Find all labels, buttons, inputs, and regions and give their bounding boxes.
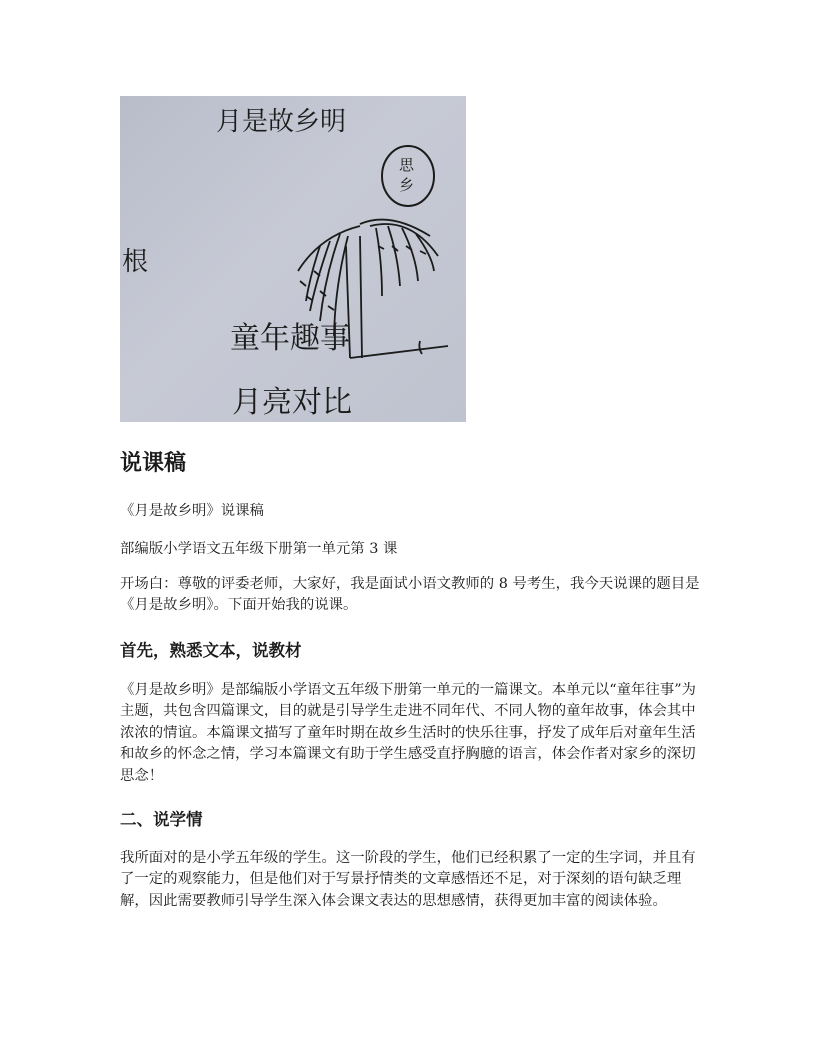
section-2-body: 我所面对的是小学五年级的学生。这一阶段的学生，他们已经积累了一定的生字词，并且有了一定的观察能力，但是他们对于写景抒情类的文章感悟还不足，对于深刻的语句缺乏理解，因此需要教师引导学生深入体会课文表达的思想感情，获得更加丰富的阅读体验。 <box>120 850 696 909</box>
page-title: 说课稿 <box>120 451 187 476</box>
section-1-body: 《月是故乡明》是部编版小学语文五年级下册第一单元的一篇课文。本单元以“童年往事”为主题，共包含四篇课文，目的就是引导学生走进不同年代、不同人物的童年故事，体会其中浓浓的情谊。本篇课文描写了童年时期在故乡生活时的快乐往事，抒发了成年后对童年生活和故乡的怀念之情，学习本篇课文有助于学生感受直抒胸臆的语言，体会作者对家乡的深切思念！ <box>120 682 696 784</box>
handwriting-middle: 童年趣事 <box>230 321 350 356</box>
handwriting-circle-bottom: 乡 <box>399 176 415 194</box>
opening-paragraph: 开场白：尊敬的评委老师，大家好，我是面试小语文教师的 8 号考生，我今天说课的题目是《月是故乡明》。下面开始我的说课。 <box>120 576 700 614</box>
handwriting-left: 根 <box>122 247 149 277</box>
section-2-title: 二、说学情 <box>120 810 203 829</box>
subtitle: 《月是故乡明》说课稿 <box>120 503 264 519</box>
handwriting-bottom: 月亮对比 <box>232 385 352 420</box>
blackboard-sketch-photo <box>120 96 466 422</box>
sketch-drawing <box>120 96 466 422</box>
section-1-title: 首先，熟悉文本，说教材 <box>120 641 302 660</box>
handwriting-title: 月是故乡明 <box>216 107 347 137</box>
lesson-info: 部编版小学语文五年级下册第一单元第 3 课 <box>120 541 398 557</box>
handwriting-circle-top: 思 <box>399 156 415 174</box>
